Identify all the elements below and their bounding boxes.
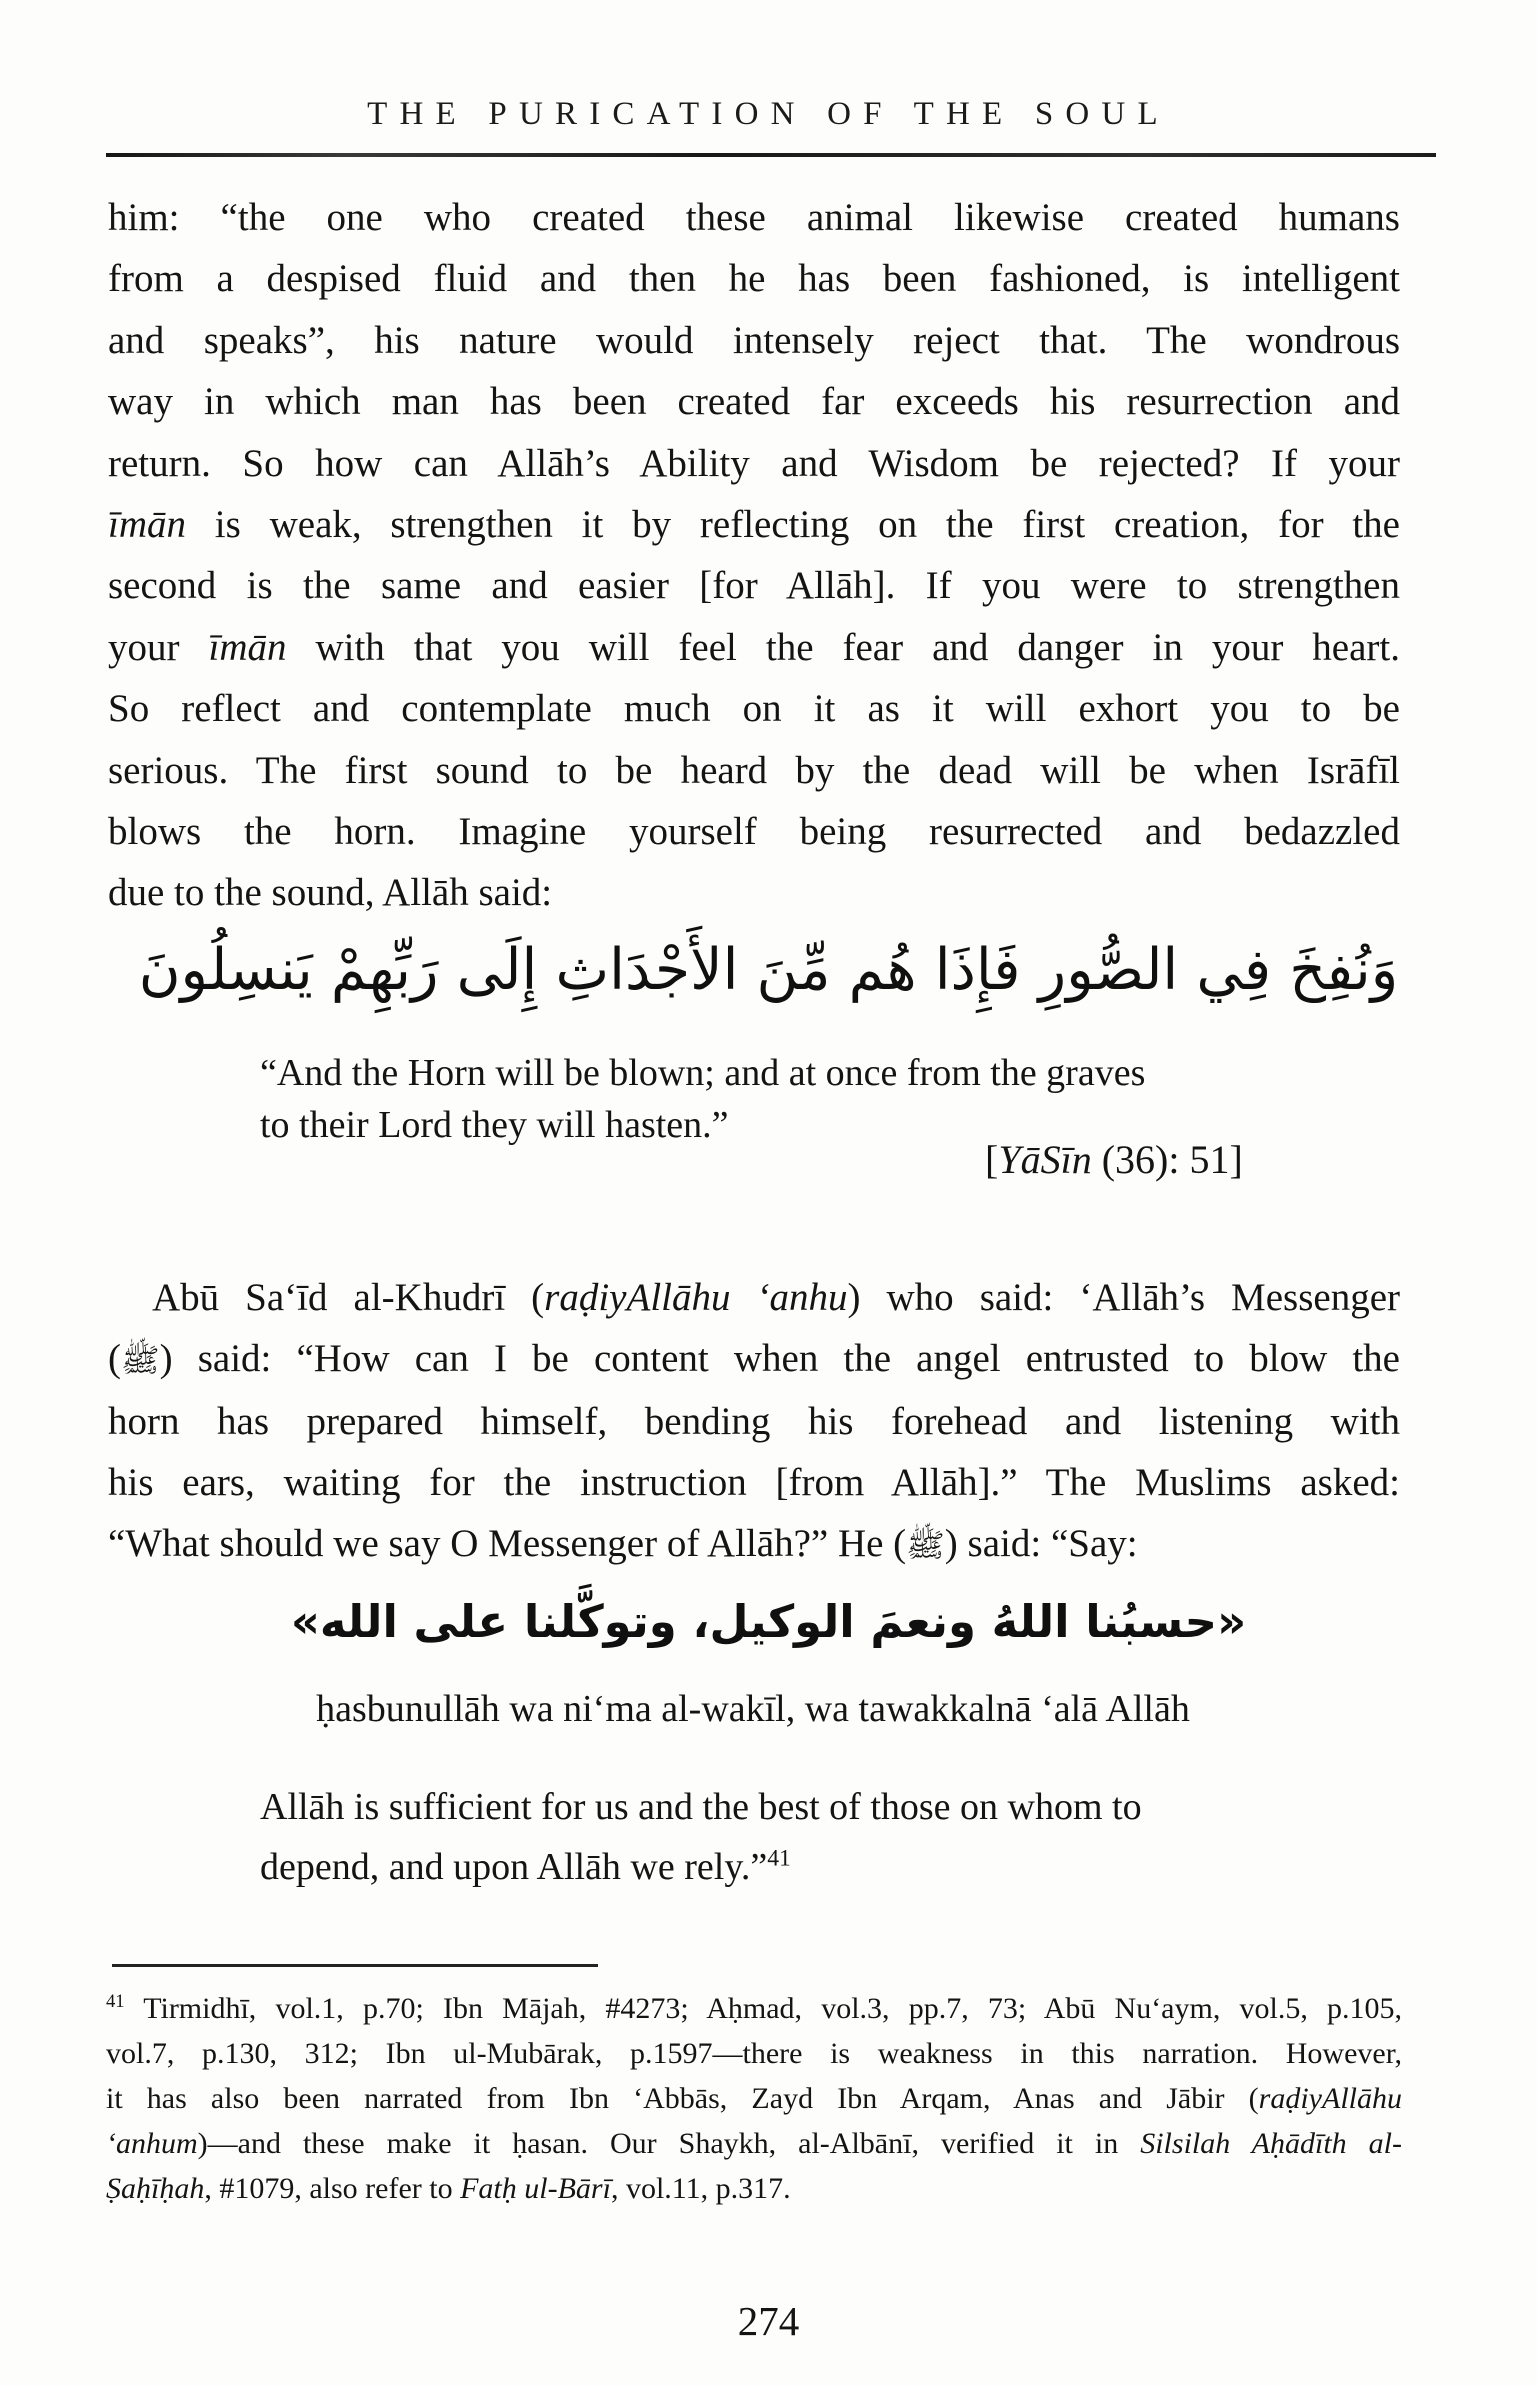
dua-translation-block — [260, 1777, 1290, 1897]
dua-arabic-text: «حسبُنا اللهُ ونعمَ الوكيل، وتوكَّلنا على الله» — [290, 1595, 1247, 1648]
text-line: and speaks”, his nature would intensely reject that. The wondrous — [108, 318, 1400, 362]
paragraph-main — [108, 187, 1400, 924]
verse-citation: [YāSīn (36): 51] — [985, 1137, 1243, 1182]
footnote-line: Ṣaḥīḥah, #1079, also refer to Fatḥ ul-Bārī, vol.11, p.317. — [106, 2172, 791, 2205]
text-line: to their Lord they will hasten.” — [260, 1104, 729, 1146]
paragraph-hadith — [108, 1267, 1400, 1576]
text-line: “What should we say O Messenger of Allāh?” He (ﷺ) said: “Say: — [108, 1522, 1138, 1565]
text-line: (ﷺ) said: “How can I be content when the angel entrusted to blow the — [108, 1337, 1400, 1380]
text-line: So reflect and contemplate much on it as it will exhort you to be — [108, 687, 1400, 731]
text-line: his ears, waiting for the instruction [from Allāh].” The Muslims asked: — [108, 1461, 1400, 1504]
text-line: your īmān with that you will feel the fear and danger in your heart. — [108, 625, 1400, 669]
text-line: return. So how can Allāh’s Ability and Wisdom be rejected? If your — [108, 441, 1400, 485]
text-line: īmān is weak, strengthen it by reflecting on the first creation, for the — [108, 503, 1400, 547]
text-line: blows the horn. Imagine yourself being resurrected and bedazzled — [108, 810, 1400, 854]
text-line: second is the same and easier [for Allāh]. If you were to strengthen — [108, 564, 1400, 608]
footnote-line: it has also been narrated from Ibn ‘Abbās, Zayd Ibn Arqam, Anas and Jābir (raḍiyAllāhu — [106, 2082, 1402, 2115]
dua-transliteration: ḥasbunullāh wa ni‘ma al-wakīl, wa tawakkalnā ‘alā Allāh — [316, 1688, 1190, 1730]
text-line: way in which man has been created far exceeds his resurrection and — [108, 380, 1400, 424]
text-line: depend, and upon Allāh we rely.”$^{41}$ — [260, 1845, 791, 1888]
footnote-line: $^{41}$ Tirmidhī, vol.1, p.70; Ibn Mājah, #4273; Aḥmad, vol.3, pp.7, 73; Abū Nu‘aym, vol.5, p.105, — [106, 1991, 1402, 2025]
footnote-line: ‘anhum)—and these make it ḥasan. Our Shaykh, al-Albānī, verified it in Silsilah Aḥādīth al- — [106, 2127, 1402, 2160]
text-line: serious. The first sound to be heard by the dead will be when Isrāfīl — [108, 748, 1400, 792]
quran-verse-arabic-calligraphy: وَنُفِخَ فِي الصُّورِ فَإِذَا هُم مِّنَ الأَجْدَاثِ إِلَى رَبِّهِمْ يَنسِلُونَ — [138, 937, 1399, 1003]
text-line: Abū Sa‘īd al-Khudrī (raḍiyAllāhu ‘anhu) who said: ‘Allāh’s Messenger — [152, 1276, 1400, 1319]
text-line: him: “the one who created these animal likewise created humans — [108, 196, 1400, 239]
text-line: “And the Horn will be blown; and at once from the graves — [260, 1052, 1146, 1094]
text-line: due to the sound, Allāh said: — [108, 871, 553, 915]
text-line: Allāh is sufficient for us and the best of those on whom to — [260, 1786, 1142, 1828]
text-line: horn has prepared himself, bending his forehead and listening with — [108, 1400, 1400, 1443]
footnote-line: vol.7, p.130, 312; Ibn ul-Mubārak, p.1597—there is weakness in this narration. However, — [106, 2037, 1402, 2070]
running-header-title: THE PURICATION OF THE SOUL — [367, 96, 1170, 132]
text-line: from a despised fluid and then he has been fashioned, is intelligent — [108, 257, 1400, 301]
page-number: 274 — [737, 2298, 800, 2344]
footnote-block — [106, 1986, 1402, 2211]
header-divider-rule — [106, 153, 1436, 157]
footnote-separator-rule — [112, 1964, 598, 1967]
